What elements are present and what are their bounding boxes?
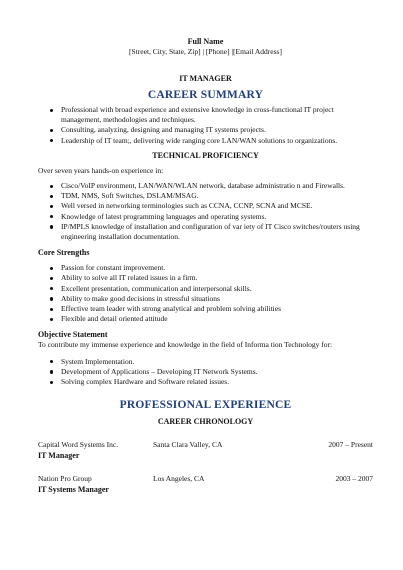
- full-name: Full Name: [187, 37, 224, 46]
- technical-proficiency-heading: TECHNICAL PROFICIENCY: [152, 150, 259, 160]
- career-summary-heading: CAREER SUMMARY: [147, 89, 264, 101]
- job-role: IT Manager: [38, 451, 80, 461]
- objective-text: To contribute my immense experience and knowledge in the field of Informa tion Technology for:: [38, 340, 333, 350]
- job-row: [38, 440, 373, 451]
- list-item: Leadership of IT team;, delivering wide ranging core LAN/WAN solutions to organizations.: [61, 136, 373, 146]
- list-item: Ability to solve all IT related issues in a firm.: [61, 273, 373, 283]
- list-item: Cisco/VoIP environment, LAN/WAN/WLAN network, database administratio n and Firewalls.: [61, 181, 373, 191]
- core-strengths-heading: Core Strengths: [38, 248, 90, 258]
- technical-proficiency-list: [38, 181, 373, 242]
- job-role: IT Systems Manager: [38, 485, 109, 495]
- list-item: Development of Applications – Developing IT Network Systems.: [61, 367, 373, 377]
- list-item: Ability to make good decisions in stressful situations: [61, 294, 373, 304]
- job-organization: Nation Pro Group: [38, 474, 92, 484]
- professional-experience-heading: PROFESSIONAL EXPERIENCE: [119, 399, 292, 412]
- job-dates: 2003 – 2007: [335, 474, 373, 484]
- list-item: System Implementation.: [61, 357, 373, 367]
- list-item: Professional with broad experience and extensive knowledge in cross-functional IT project management, methodologies and techniques.: [61, 105, 373, 125]
- list-item: Well versed in networking terminologies such as CCNA, CCNP, SCNA and MCSE.: [61, 201, 373, 211]
- role-title: IT MANAGER: [179, 74, 232, 83]
- technical-proficiency-intro: Over seven years hands-on experience in:: [38, 165, 164, 175]
- core-strengths-list: [38, 263, 373, 324]
- objective-heading: Objective Statement: [38, 330, 108, 340]
- list-item: IP/MPLS knowledge of installation and configuration of var iety of IT Cisco switches/routers using engineering installation documentation.: [61, 222, 373, 242]
- list-item: Excellent presentation, communication and interpersonal skills.: [61, 284, 373, 294]
- job-location: Los Angeles, CA: [153, 474, 205, 484]
- job-location: Santa Clara Valley, CA: [153, 440, 223, 450]
- list-item: Consulting, analyzing, designing and managing IT systems projects.: [61, 125, 373, 135]
- list-item: Knowledge of latest programming languages and operating systems.: [61, 212, 373, 222]
- list-item: Passion for constant improvement.: [61, 263, 373, 273]
- job-organization: Capital Word Systems Inc.: [38, 440, 119, 450]
- list-item: Effective team leader with strong analytical and problem solving abilities: [61, 304, 373, 314]
- job-dates: 2007 – Present: [328, 440, 373, 450]
- job-row: [38, 474, 373, 485]
- career-summary-list: [38, 105, 373, 146]
- contact-line: [Street, City, State, Zip] | [Phone] |[Email Address]: [129, 47, 282, 56]
- list-item: Solving complex Hardware and Software related issues.: [61, 377, 373, 387]
- list-item: TDM, NMS, Soft Switches, DSLAM/MSAG.: [61, 191, 373, 201]
- objective-list: [38, 357, 373, 388]
- list-item: Flexible and detail oriented attitude: [61, 314, 373, 324]
- career-chronology-heading: CAREER CHRONOLOGY: [157, 417, 254, 427]
